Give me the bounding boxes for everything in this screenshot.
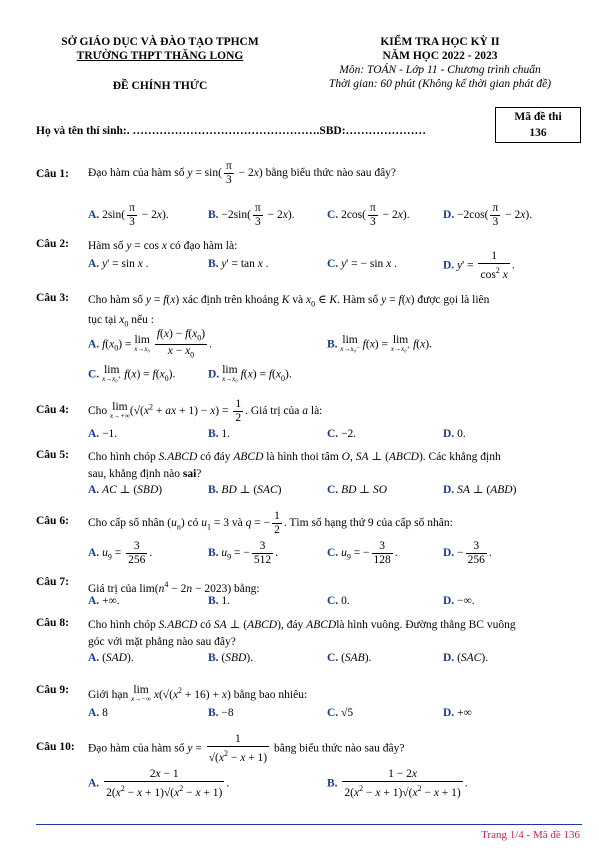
exam-code-box xyxy=(495,107,581,143)
question-text: Cho lim x→+∞ ($√(x^2$ + ax + 1) − x) = $\frac{1}{2}$ . Giá trị của a là: xyxy=(88,398,323,424)
question-text: Giới hạn lim x→−∞ $x(√(x^2 + 16) + x)$ bằng bao nhiêu: xyxy=(88,684,308,704)
department-title: SỞ GIÁO DỤC VÀ ĐÀO TẠO TPHCM xyxy=(61,36,259,48)
option-c[interactable]: C. y' = − sin x . xyxy=(327,258,397,270)
question-text: Đạo hàm của hàm số y = sin( $\frac{\pi}{3}$ − 2x) bằng biểu thức nào sau đây? xyxy=(88,160,397,186)
option-c[interactable]: C. lim x→x₀⁺ $f(x) = f(x_0)$. xyxy=(88,364,176,383)
option-c[interactable]: C. 2cos( $\frac{\pi}{3}$ − 2x). xyxy=(327,202,410,228)
official-label: ĐỀ CHÍNH THỨC xyxy=(112,80,208,92)
option-c[interactable]: C. −2. xyxy=(327,428,357,440)
option-d[interactable]: D. +∞ xyxy=(443,707,472,719)
exam-title: KIỂM TRA HỌC KỲ II xyxy=(380,36,500,48)
question-label: Câu 9: xyxy=(36,684,69,696)
question-label: Câu 6: xyxy=(36,515,69,527)
option-b[interactable]: B. $u_9$ = − $\frac{3}{512}$ . xyxy=(208,540,279,566)
page-footer: Trang 1/4 - Mã đề 136 xyxy=(481,829,580,841)
option-a[interactable]: A. −1. xyxy=(88,428,118,440)
question-label: Câu 2: xyxy=(36,238,69,250)
option-c[interactable]: C. 0. xyxy=(327,595,350,607)
question-label: Câu 4: xyxy=(36,404,69,416)
option-b[interactable]: B. −2sin( $\frac{\pi}{3}$ − 2x). xyxy=(208,202,295,228)
question-label: Câu 10: xyxy=(36,741,75,753)
option-a[interactable]: A. +∞. xyxy=(88,595,120,607)
option-b[interactable]: B. lim x→x₀⁻ f(x) = lim x→x₀⁺ f(x). xyxy=(327,334,432,353)
option-b[interactable]: B. y' = tan x . xyxy=(208,258,269,270)
exam-code: 136 xyxy=(529,127,547,139)
option-d[interactable]: D. −2cos( $\frac{\pi}{3}$ − 2x). xyxy=(443,202,533,228)
time-line: Thời gian: 60 phút (Không kể thời gian phát đề) xyxy=(328,78,552,90)
question-label: Câu 3: xyxy=(36,292,69,304)
option-a[interactable]: A. AC ⊥ (SBD) xyxy=(88,484,163,496)
option-a[interactable]: A. $f(x_0)$ = lim x→x₀ $\frac{f(x) - f(x_0)}{x - x_0}$ . xyxy=(88,328,212,360)
question-text: Cho cấp số nhân $(u_n)$ có $u_1 = 3$ và q = − $\frac{1}{2}$ . Tìm số hạng thứ 9 của cấp số nhân: xyxy=(88,510,453,536)
option-a[interactable]: A. $\frac{2x - 1}{2(x^2 - x + 1)√(x^2 - x + 1)}$ . xyxy=(88,768,230,799)
option-b[interactable]: B. −8 xyxy=(208,707,234,719)
option-b[interactable]: B. BD ⊥ (SAC) xyxy=(208,484,282,496)
option-a[interactable]: A. 8 xyxy=(88,707,108,719)
question-text: Đạo hàm của hàm số y = $\frac{1}{√(x^2 - x + 1)}$ bằng biểu thức nào sau đây? xyxy=(88,733,405,764)
question-label: Câu 5: xyxy=(36,449,69,461)
option-d[interactable]: D. 0. xyxy=(443,428,466,440)
question-label: Câu 1: xyxy=(36,168,69,180)
question-label: Câu 8: xyxy=(36,617,69,629)
option-d[interactable]: D. − $\frac{3}{256}$ . xyxy=(443,540,492,566)
option-d[interactable]: D. lim x→x₀ $f(x) = f(x_0)$. xyxy=(208,364,292,383)
option-c[interactable]: C. BD ⊥ SO xyxy=(327,484,388,496)
question-text: Cho hàm số y = f(x) xác định trên khoảng K và $x_0$ ∈ K. Hàm số y = f(x) được gọi là liên tục tại $x_0$ nếu : xyxy=(88,294,490,329)
exam-code-label: Mã đề thi xyxy=(514,111,562,123)
option-d[interactable]: D. SA ⊥ (ABD) xyxy=(443,484,517,496)
student-info-line: Họ và tên thí sinh:. ………………………………………….SBD:………………… xyxy=(36,125,427,137)
option-d[interactable]: D. (SAC). xyxy=(443,652,489,664)
option-a[interactable]: A. y' = sin x . xyxy=(88,258,149,270)
school-year: NĂM HỌC 2022 - 2023 xyxy=(382,50,498,62)
option-d[interactable]: D. −∞. xyxy=(443,595,475,607)
question-text: Hàm số y = cos x có đạo hàm là: xyxy=(88,240,238,252)
question-label: Câu 7: xyxy=(36,576,69,588)
option-a[interactable]: A. (SAD). xyxy=(88,652,134,664)
question-text: Cho hình chóp S.ABCD có SA ⊥ (ABCD), đáy ABCDlà hình vuông. Đường thẳng BC vuông góc với mặt phẳng nào sau đây? xyxy=(88,619,516,648)
option-a[interactable]: A. 2sin( $\frac{\pi}{3}$ − 2x). xyxy=(88,202,169,228)
school-name: TRƯỜNG THPT THĂNG LONG xyxy=(76,50,244,62)
option-b[interactable]: B. $\frac{1 - 2x}{2(x^2 - x + 1)√(x^2 - x + 1)}$ . xyxy=(327,768,468,799)
subject-line: Môn: TOÁN - Lớp 11 - Chương trình chuẩn xyxy=(339,64,541,76)
footer-divider xyxy=(36,824,582,825)
option-b[interactable]: B. 1. xyxy=(208,428,231,440)
option-a[interactable]: A. $u_9$ = $\frac{3}{256}$ . xyxy=(88,540,153,566)
option-c[interactable]: C. $u_9$ = − $\frac{3}{128}$ . xyxy=(327,540,398,566)
question-text: Cho hình chóp S.ABCD có đáy ABCD là hình thoi tâm O, SA ⊥ (ABCD). Các khẳng định sau, khẳng định nào sai? xyxy=(88,451,501,480)
question-text: Giá trị của $\lim(n^4 - 2n - 2023)$ bằng: xyxy=(88,580,260,595)
option-b[interactable]: B. (SBD). xyxy=(208,652,254,664)
option-c[interactable]: C. √5 xyxy=(327,707,354,719)
option-d[interactable]: D. y' = $\frac{1}{\cos^2 x}$ . xyxy=(443,250,515,281)
option-c[interactable]: C. (SAB). xyxy=(327,652,372,664)
option-b[interactable]: B. 1. xyxy=(208,595,231,607)
